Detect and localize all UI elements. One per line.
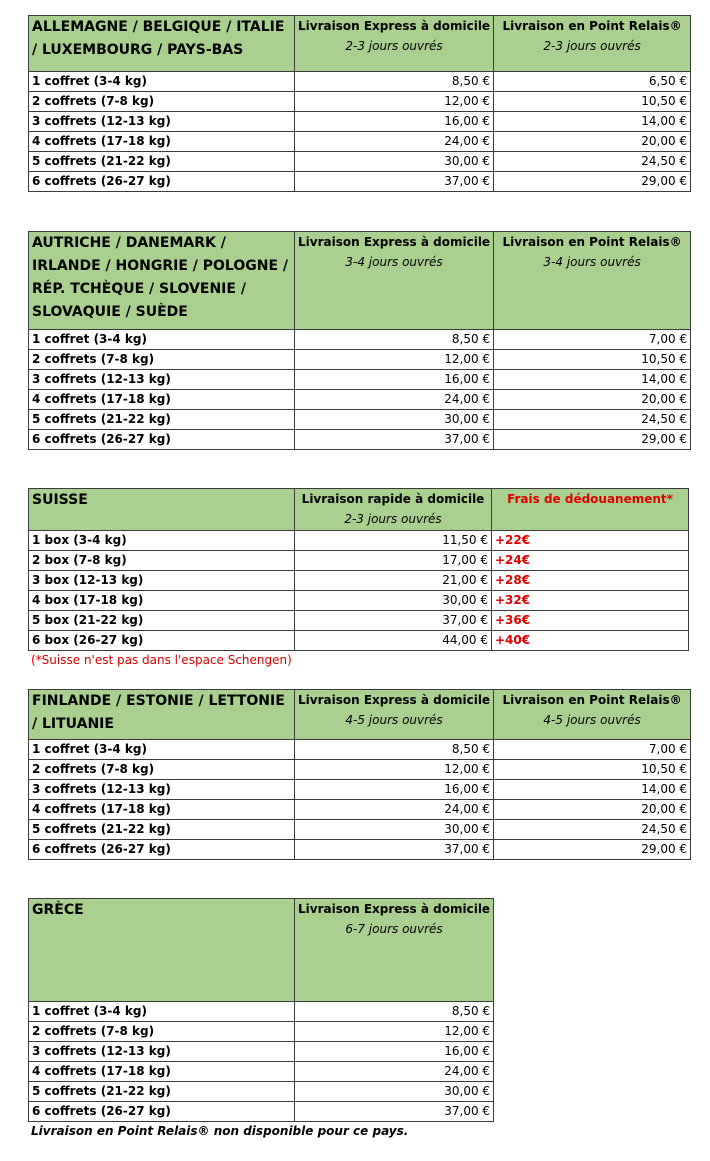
column-title: Livraison Express à domicile [298, 693, 491, 707]
table-row [29, 1042, 494, 1062]
table-row [29, 820, 691, 840]
price-cell: 16,00 € [295, 370, 494, 390]
price-cell: 30,00 € [295, 152, 494, 172]
price-cell: 14,00 € [494, 112, 691, 132]
table-row [29, 591, 689, 611]
row-label: 1 coffret (3-4 kg) [29, 740, 295, 760]
customs-fee-cell: +40€ [492, 631, 689, 651]
row-label: 6 box (26-27 kg) [29, 631, 295, 651]
region-header [29, 489, 295, 531]
price-cell: 37,00 € [295, 840, 494, 860]
price-cell: 16,00 € [295, 112, 494, 132]
price-cell: 24,00 € [295, 1062, 494, 1082]
price-cell: 8,50 € [295, 1002, 494, 1022]
price-cell: 30,00 € [295, 591, 492, 611]
region-header [29, 232, 295, 330]
row-label: 3 box (12-13 kg) [29, 571, 295, 591]
price-cell: 30,00 € [295, 820, 494, 840]
column-subtitle: 6-7 jours ouvrés [345, 922, 443, 936]
row-label: 3 coffrets (12-13 kg) [29, 1042, 295, 1062]
price-cell: 10,50 € [494, 350, 691, 370]
region-name: SUISSE [32, 492, 88, 508]
price-cell: 44,00 € [295, 631, 492, 651]
price-cell: 24,00 € [295, 800, 494, 820]
table-row [29, 760, 691, 780]
column-title: Livraison Express à domicile [298, 235, 491, 249]
customs-fee-cell: +22€ [492, 531, 689, 551]
column-subtitle: 3-4 jours ouvrés [543, 255, 641, 269]
price-cell: 20,00 € [494, 390, 691, 410]
column-header-express [295, 899, 494, 1002]
column-subtitle: 2-3 jours ouvrés [344, 512, 442, 526]
row-label: 5 coffrets (21-22 kg) [29, 820, 295, 840]
price-cell: 14,00 € [494, 780, 691, 800]
price-cell: 20,00 € [494, 800, 691, 820]
column-header-express [295, 232, 494, 330]
schengen-note: (*Suisse n'est pas dans l'espace Schengen) [31, 653, 292, 667]
row-label: 4 coffrets (17-18 kg) [29, 1062, 295, 1082]
column-header-relay [494, 232, 691, 330]
row-label: 1 coffret (3-4 kg) [29, 1002, 295, 1022]
table-row [29, 1082, 494, 1102]
row-label: 5 coffrets (21-22 kg) [29, 410, 295, 430]
row-label: 3 coffrets (12-13 kg) [29, 370, 295, 390]
column-title: Livraison en Point Relais® [502, 235, 682, 249]
region-name: AUTRICHE / DANEMARK / IRLANDE / HONGRIE / POLOGNE / RÉP. TCHÈQUE / SLOVENIE / SLOVAQUIE / SUÈDE [32, 235, 288, 320]
customs-fee-cell: +24€ [492, 551, 689, 571]
price-cell: 11,50 € [295, 531, 492, 551]
table-row [29, 780, 691, 800]
table-row [29, 430, 691, 450]
column-title: Livraison Express à domicile [298, 902, 491, 916]
price-cell: 37,00 € [295, 611, 492, 631]
shipping-table-grece [28, 898, 494, 1122]
row-label: 4 coffrets (17-18 kg) [29, 800, 295, 820]
price-cell: 7,00 € [494, 740, 691, 760]
column-header-express [295, 16, 494, 72]
price-cell: 12,00 € [295, 350, 494, 370]
column-subtitle: 3-4 jours ouvrés [345, 255, 443, 269]
row-label: 2 coffrets (7-8 kg) [29, 350, 295, 370]
region-header [29, 16, 295, 72]
table-row [29, 390, 691, 410]
price-cell: 37,00 € [295, 430, 494, 450]
price-cell: 17,00 € [295, 551, 492, 571]
table-row [29, 410, 691, 430]
table-row [29, 92, 691, 112]
region-name: GRÈCE [32, 902, 84, 918]
region-name: ALLEMAGNE / BELGIQUE / ITALIE / LUXEMBOURG / PAYS-BAS [32, 19, 285, 58]
price-cell: 30,00 € [295, 1082, 494, 1102]
column-subtitle: 2-3 jours ouvrés [543, 39, 641, 53]
table-row [29, 330, 691, 350]
price-cell: 8,50 € [295, 740, 494, 760]
shipping-table-baltic [28, 689, 691, 860]
row-label: 1 coffret (3-4 kg) [29, 72, 295, 92]
table-row [29, 1022, 494, 1042]
price-cell: 24,50 € [494, 820, 691, 840]
price-cell: 8,50 € [295, 330, 494, 350]
table-row [29, 112, 691, 132]
customs-fee-cell: +36€ [492, 611, 689, 631]
price-cell: 6,50 € [494, 72, 691, 92]
price-cell: 10,50 € [494, 760, 691, 780]
customs-fee-cell: +28€ [492, 571, 689, 591]
column-title: Livraison rapide à domicile [301, 492, 485, 506]
price-cell: 16,00 € [295, 1042, 494, 1062]
price-cell: 37,00 € [295, 1102, 494, 1122]
row-label: 1 coffret (3-4 kg) [29, 330, 295, 350]
table-row [29, 1062, 494, 1082]
region-header [29, 899, 295, 1002]
column-title: Livraison Express à domicile [298, 19, 491, 33]
table-row [29, 800, 691, 820]
price-cell: 29,00 € [494, 172, 691, 192]
row-label: 3 coffrets (12-13 kg) [29, 112, 295, 132]
shipping-table-suisse [28, 488, 689, 651]
column-header-relay [494, 16, 691, 72]
table-row [29, 1002, 494, 1022]
table-row [29, 132, 691, 152]
price-cell: 24,50 € [494, 410, 691, 430]
price-cell: 7,00 € [494, 330, 691, 350]
table-row [29, 631, 689, 651]
table-row [29, 571, 689, 591]
row-label: 1 box (3-4 kg) [29, 531, 295, 551]
column-subtitle: 4-5 jours ouvrés [543, 713, 641, 727]
price-cell: 29,00 € [494, 840, 691, 860]
table-row [29, 370, 691, 390]
row-label: 4 box (17-18 kg) [29, 591, 295, 611]
column-header-express [295, 489, 492, 531]
table-row [29, 152, 691, 172]
table-row [29, 840, 691, 860]
column-header-customs [492, 489, 689, 531]
row-label: 2 coffrets (7-8 kg) [29, 760, 295, 780]
column-title: Frais de dédouanement* [507, 492, 673, 506]
column-header-express [295, 690, 494, 740]
row-label: 3 coffrets (12-13 kg) [29, 780, 295, 800]
column-title: Livraison en Point Relais® [502, 19, 682, 33]
price-cell: 8,50 € [295, 72, 494, 92]
table-row [29, 172, 691, 192]
row-label: 2 coffrets (7-8 kg) [29, 92, 295, 112]
shipping-table-benelux-de-it [28, 15, 691, 192]
row-label: 4 coffrets (17-18 kg) [29, 132, 295, 152]
region-name: FINLANDE / ESTONIE / LETTONIE / LITUANIE [32, 693, 285, 732]
price-cell: 24,00 € [295, 132, 494, 152]
row-label: 6 coffrets (26-27 kg) [29, 840, 295, 860]
region-header [29, 690, 295, 740]
table-row [29, 611, 689, 631]
row-label: 4 coffrets (17-18 kg) [29, 390, 295, 410]
price-cell: 12,00 € [295, 92, 494, 112]
table-row [29, 350, 691, 370]
table-row [29, 740, 691, 760]
column-subtitle: 4-5 jours ouvrés [345, 713, 443, 727]
price-cell: 12,00 € [295, 760, 494, 780]
row-label: 6 coffrets (26-27 kg) [29, 1102, 295, 1122]
column-title: Livraison en Point Relais® [502, 693, 682, 707]
price-cell: 20,00 € [494, 132, 691, 152]
price-cell: 30,00 € [295, 410, 494, 430]
column-subtitle: 2-3 jours ouvrés [345, 39, 443, 53]
row-label: 2 box (7-8 kg) [29, 551, 295, 571]
price-cell: 14,00 € [494, 370, 691, 390]
price-cell: 16,00 € [295, 780, 494, 800]
price-cell: 24,50 € [494, 152, 691, 172]
price-cell: 29,00 € [494, 430, 691, 450]
table-row [29, 72, 691, 92]
table-row [29, 531, 689, 551]
price-cell: 21,00 € [295, 571, 492, 591]
table-row [29, 1102, 494, 1122]
price-cell: 10,50 € [494, 92, 691, 112]
shipping-table-central-north-europe [28, 231, 691, 450]
row-label: 5 coffrets (21-22 kg) [29, 152, 295, 172]
relay-unavailable-note: Livraison en Point Relais® non disponible pour ce pays. [31, 1124, 409, 1138]
customs-fee-cell: +32€ [492, 591, 689, 611]
row-label: 5 coffrets (21-22 kg) [29, 1082, 295, 1102]
row-label: 6 coffrets (26-27 kg) [29, 172, 295, 192]
price-cell: 24,00 € [295, 390, 494, 410]
price-cell: 37,00 € [295, 172, 494, 192]
price-cell: 12,00 € [295, 1022, 494, 1042]
table-row [29, 551, 689, 571]
row-label: 5 box (21-22 kg) [29, 611, 295, 631]
row-label: 2 coffrets (7-8 kg) [29, 1022, 295, 1042]
row-label: 6 coffrets (26-27 kg) [29, 430, 295, 450]
column-header-relay [494, 690, 691, 740]
